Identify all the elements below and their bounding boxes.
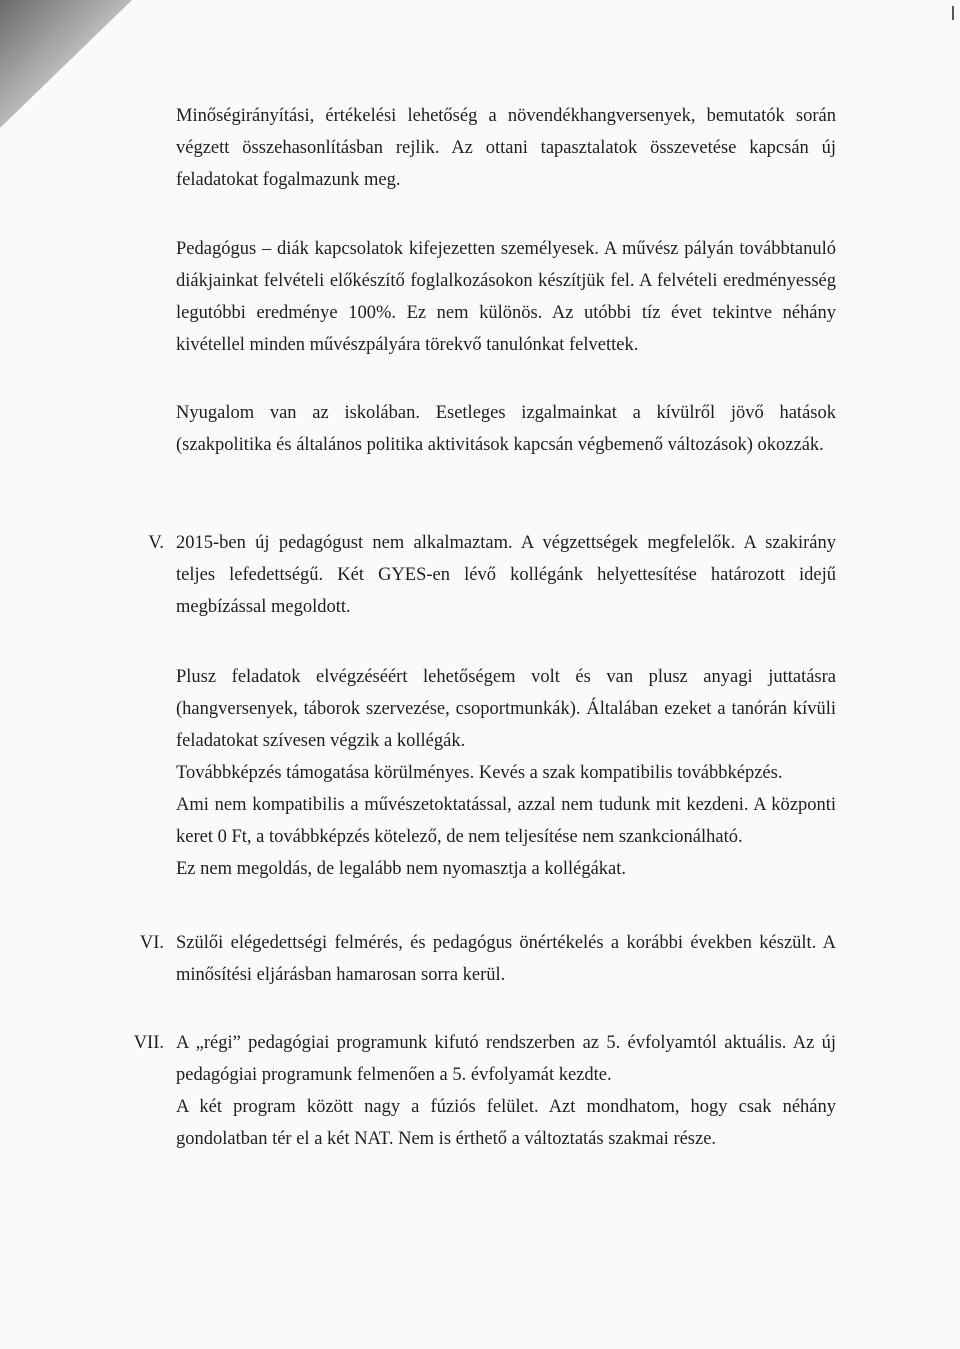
paragraph-text: Minőségirányítási, értékelési lehetőség a növendékhangversenyek, bemutatók során végzett összehasonlításban rejlik. Az ottani tapasztalatok összevetése kapcsán új feladatokat fogalmazunk meg. [176,106,836,190]
section-vi [176,927,836,991]
section-vii [176,1027,836,1155]
scan-edge-mark [952,6,954,20]
section-v-extra [176,661,836,885]
section-v-paragraph-1: 2015-ben új pedagógust nem alkalmaztam. A végzettségek megfelelők. A szakirány teljes lefedettségű. Két GYES-en lévő kollégánk helyettesítése határozott idejű megbízással megoldott. [176,533,836,617]
section-vii-paragraph-1: A „régi” pedagógiai programunk kifutó rendszerben az 5. évfolyamtól aktuális. Az új pedagógiai programunk felmenően a 5. évfolyamát kezdte. [176,1033,836,1085]
paragraph-text: Nyugalom van az iskolában. Esetleges izgalmainkat a kívülről jövő hatások (szakpolitika és általános politika aktivitások kapcsán végbemenő változások) okozzák. [176,403,836,455]
section-vii-paragraph-2: A két program között nagy a fúziós felület. Azt mondhatom, hogy csak néhány gondolatban tér el a két NAT. Nem is érthető a változtatás szakmai része. [176,1097,836,1149]
section-v-paragraph-5: Ez nem megoldás, de legalább nem nyomasztja a kollégákat. [176,859,627,879]
section-v-paragraph-2: Plusz feladatok elvégzéséért lehetőségem volt és van plusz anyagi juttatásra (hangversenyek, táborok szervezése, csoportmunkák). Általában ezeket a tanórán kívüli feladatokat szívesen végzik a kollégák. [176,667,836,751]
paragraph-calm [176,397,836,461]
section-v [176,527,836,623]
section-v-paragraph-3: Továbbképzés támogatása körülményes. Kevés a szak kompatibilis továbbképzés. [176,763,783,783]
section-number-vi: VI. [139,933,164,953]
section-number-vii: VII. [133,1033,164,1053]
scan-corner-shadow [0,0,140,140]
section-vi-paragraph-1: Szülői elégedettségi felmérés, és pedagógus önértékelés a korábbi években készült. A minősítési eljárásban hamarosan sorra kerül. [176,933,836,985]
section-number-v: V. [148,533,164,553]
paragraph-quality [176,100,836,196]
paragraph-text: Pedagógus – diák kapcsolatok kifejezetten személyesek. A művész pályán továbbtanuló diákjainkat felvételi előkészítő foglalkozásokon készítjük fel. A felvételi eredményesség legutóbbi eredménye 100%. Ez nem különös. Az utóbbi tíz évet tekintve néhány kivétellel minden művészpályára törekvő tanulónkat felvettek. [176,239,836,355]
paragraph-relations [176,233,836,361]
section-v-paragraph-4: Ami nem kompatibilis a művészetoktatással, azzal nem tudunk mit kezdeni. A központi keret 0 Ft, a továbbképzés kötelező, de nem teljesítése nem szankcionálható. [176,795,836,847]
